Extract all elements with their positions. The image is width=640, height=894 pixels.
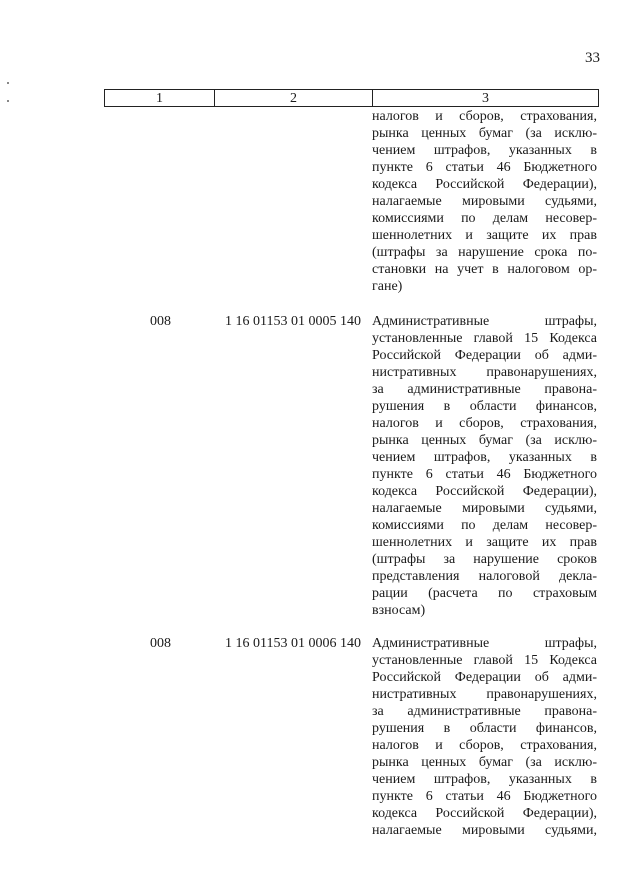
description-line: рынка ценных бумаг (за исклю- <box>372 126 597 141</box>
description-line: чением штрафов, указанных в <box>372 143 597 158</box>
entry-description <box>372 635 597 839</box>
description-line: налагаемые мировыми судьями, <box>372 501 597 516</box>
description-line: рушения в области финансов, <box>372 399 597 414</box>
description-line: комиссиями по делам несовер- <box>372 211 597 226</box>
description-line: за административные правона- <box>372 704 597 719</box>
description-line: (штрафы за нарушение сроков <box>372 552 597 567</box>
description-line: рынка ценных бумаг (за исклю- <box>372 433 597 448</box>
description-line: налогов и сборов, страхования, <box>372 738 597 753</box>
description-line: кодекса Российской Федерации), <box>372 484 597 499</box>
description-line: нистративных правонарушениях, <box>372 687 597 702</box>
description-line: нистративных правонарушениях, <box>372 365 597 380</box>
description-line: за административные правона- <box>372 382 597 397</box>
description-line: взносам) <box>372 603 426 618</box>
description-line: налагаемые мировыми судьями, <box>372 823 597 838</box>
description-line: чением штрафов, указанных в <box>372 772 597 787</box>
description-line: Административные штрафы, <box>372 314 597 329</box>
description-line: Российской Федерации об адми- <box>372 348 597 363</box>
description-line: представления налоговой декла- <box>372 569 597 584</box>
description-line: Российской Федерации об адми- <box>372 670 597 685</box>
description-line: становки на учет в налоговом ор- <box>372 262 597 277</box>
kbk-code: 1 16 01153 01 0006 140 <box>225 636 361 651</box>
description-line: шеннолетних и защите их прав <box>372 228 597 243</box>
margin-dot <box>7 100 9 102</box>
description-line: установленные главой 15 Кодекса <box>372 653 597 668</box>
description-line: Административные штрафы, <box>372 636 597 651</box>
continuation-description <box>372 108 597 295</box>
description-line: рушения в области финансов, <box>372 721 597 736</box>
description-line: (штрафы за нарушение срока по- <box>372 245 597 260</box>
description-line: кодекса Российской Федерации), <box>372 806 597 821</box>
column-header-2: 2 <box>215 90 373 107</box>
description-line: налогов и сборов, страхования, <box>372 416 597 431</box>
description-line: кодекса Российской Федерации), <box>372 177 597 192</box>
description-line: налагаемые мировыми судьями, <box>372 194 597 209</box>
column-header-3: 3 <box>373 90 599 107</box>
description-line: пункте 6 статьи 46 Бюджетного <box>372 160 597 175</box>
kbk-code: 1 16 01153 01 0005 140 <box>225 314 361 329</box>
description-line: чением штрафов, указанных в <box>372 450 597 465</box>
admin-code: 008 <box>150 636 171 651</box>
column-header-row <box>104 89 599 107</box>
description-line: пункте 6 статьи 46 Бюджетного <box>372 467 597 482</box>
column-header-1: 1 <box>105 90 215 107</box>
description-line: установленные главой 15 Кодекса <box>372 331 597 346</box>
margin-dot <box>7 82 9 84</box>
description-line: пункте 6 статьи 46 Бюджетного <box>372 789 597 804</box>
description-line: шеннолетних и защите их прав <box>372 535 597 550</box>
description-line: налогов и сборов, страхования, <box>372 109 597 124</box>
entry-description <box>372 313 597 619</box>
description-line: комиссиями по делам несовер- <box>372 518 597 533</box>
description-line: рации (расчета по страховым <box>372 586 597 601</box>
description-line: рынка ценных бумаг (за исклю- <box>372 755 597 770</box>
admin-code: 008 <box>150 314 171 329</box>
page-number: 33 <box>585 50 600 66</box>
description-line: гане) <box>372 279 403 294</box>
